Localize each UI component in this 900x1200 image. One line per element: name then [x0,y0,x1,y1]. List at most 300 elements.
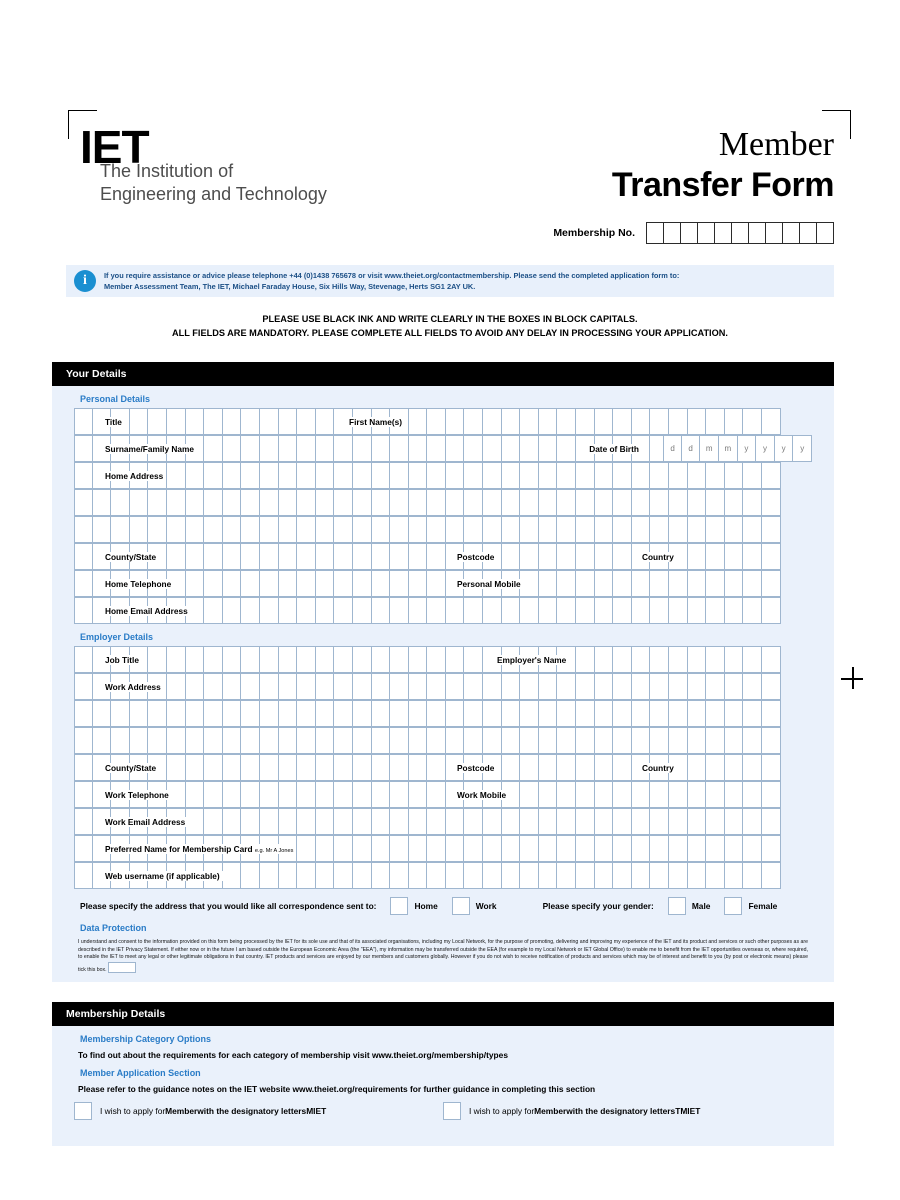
form-cell[interactable] [706,597,725,624]
form-cell[interactable] [483,808,502,835]
row-home-address-1[interactable] [74,462,812,489]
form-cell[interactable] [502,462,521,489]
form-cell[interactable] [148,646,167,673]
form-cell[interactable] [316,808,335,835]
form-cell[interactable] [427,754,446,781]
form-cell[interactable] [725,543,744,570]
form-cell[interactable] [390,646,409,673]
form-cell[interactable] [743,808,762,835]
form-cell[interactable] [576,489,595,516]
form-cell[interactable] [557,597,576,624]
form-cell[interactable] [279,646,298,673]
form-cell[interactable] [706,862,725,889]
form-cell[interactable] [409,408,428,435]
form-cell[interactable] [743,570,762,597]
row-work-address-1[interactable] [74,673,812,700]
form-cell[interactable] [279,597,298,624]
form-cell[interactable] [743,754,762,781]
checkbox-correspondence-home[interactable] [390,897,408,915]
form-cell[interactable] [502,597,521,624]
form-cell[interactable] [186,570,205,597]
form-cell[interactable] [669,862,688,889]
form-cell[interactable] [613,570,632,597]
form-cell[interactable] [632,516,651,543]
form-cell[interactable] [74,646,93,673]
form-cell[interactable] [725,754,744,781]
form-cell[interactable] [204,597,223,624]
form-cell[interactable] [595,570,614,597]
form-cell[interactable] [316,408,335,435]
form-cell[interactable] [632,570,651,597]
form-cell[interactable] [520,700,539,727]
form-cell[interactable] [743,646,762,673]
form-cell[interactable] [223,489,242,516]
form-cell[interactable] [204,408,223,435]
form-cell[interactable] [762,597,781,624]
form-cell[interactable] [297,862,316,889]
form-cell[interactable] [743,597,762,624]
form-cell[interactable] [297,700,316,727]
form-cell[interactable] [204,754,223,781]
form-cell[interactable] [372,489,391,516]
form-cell[interactable] [167,543,186,570]
form-cell[interactable] [390,462,409,489]
form-cell[interactable] [279,543,298,570]
form-cell[interactable] [316,673,335,700]
form-cell[interactable] [93,700,112,727]
form-cell[interactable] [688,516,707,543]
form-cell[interactable] [390,727,409,754]
checkbox-data-protection-optout[interactable] [108,962,136,973]
form-cell[interactable] [260,570,279,597]
form-cell[interactable] [706,700,725,727]
form-cell[interactable] [650,835,669,862]
form-cell[interactable] [167,673,186,700]
form-cell[interactable] [576,408,595,435]
form-cell[interactable] [372,727,391,754]
form-cell[interactable] [464,489,483,516]
membership-no-box[interactable] [800,222,817,244]
form-cell[interactable] [260,597,279,624]
form-cell[interactable] [74,754,93,781]
membership-no-box[interactable] [715,222,732,244]
form-cell[interactable] [223,673,242,700]
dob-cell[interactable]: y [775,435,794,462]
form-cell[interactable] [613,462,632,489]
form-cell[interactable] [279,435,298,462]
form-cell[interactable] [743,727,762,754]
form-cell[interactable] [334,673,353,700]
form-cell[interactable] [743,835,762,862]
dob-cell[interactable]: m [719,435,738,462]
form-cell[interactable] [297,435,316,462]
form-cell[interactable] [762,727,781,754]
form-cell[interactable] [372,435,391,462]
form-cell[interactable] [520,673,539,700]
form-cell[interactable] [539,781,558,808]
form-cell[interactable] [632,727,651,754]
form-cell[interactable] [427,489,446,516]
form-cell[interactable] [427,646,446,673]
form-cell[interactable] [725,835,744,862]
form-cell[interactable] [260,408,279,435]
form-cell[interactable] [595,781,614,808]
form-cell[interactable] [409,835,428,862]
form-cell[interactable] [706,754,725,781]
form-cell[interactable] [725,597,744,624]
form-cell[interactable] [223,862,242,889]
row-home-address-2[interactable] [74,489,812,516]
form-cell[interactable] [130,489,149,516]
form-cell[interactable] [688,673,707,700]
form-cell[interactable] [372,754,391,781]
form-cell[interactable] [186,408,205,435]
form-cell[interactable] [613,646,632,673]
form-cell[interactable] [688,808,707,835]
form-cell[interactable] [260,808,279,835]
form-cell[interactable] [204,543,223,570]
form-cell[interactable] [613,516,632,543]
form-cell[interactable] [334,516,353,543]
form-cell[interactable] [279,570,298,597]
form-cell[interactable] [241,646,260,673]
form-cell[interactable] [260,727,279,754]
form-cell[interactable] [353,543,372,570]
form-cell[interactable] [353,435,372,462]
form-cell[interactable] [446,462,465,489]
form-cell[interactable] [762,516,781,543]
form-cell[interactable] [576,646,595,673]
form-cell[interactable] [539,673,558,700]
form-cell[interactable] [650,673,669,700]
form-cell[interactable] [204,435,223,462]
form-cell[interactable] [334,435,353,462]
form-cell[interactable] [390,516,409,543]
form-cell[interactable] [520,862,539,889]
form-cell[interactable] [595,754,614,781]
form-cell[interactable] [148,408,167,435]
form-cell[interactable] [204,570,223,597]
row-work-telephone-mobile[interactable] [74,781,812,808]
form-cell[interactable] [650,489,669,516]
form-cell[interactable] [762,835,781,862]
form-cell[interactable] [223,543,242,570]
form-cell[interactable] [688,462,707,489]
form-cell[interactable] [260,646,279,673]
form-cell[interactable] [464,727,483,754]
form-cell[interactable] [669,781,688,808]
form-cell[interactable] [725,646,744,673]
form-cell[interactable] [520,462,539,489]
form-cell[interactable] [130,727,149,754]
form-cell[interactable] [223,462,242,489]
row-county-postcode-country-work[interactable] [74,754,812,781]
form-cell[interactable] [483,408,502,435]
form-cell[interactable] [743,516,762,543]
form-cell[interactable] [297,408,316,435]
form-cell[interactable] [390,700,409,727]
form-cell[interactable] [483,700,502,727]
form-cell[interactable] [743,862,762,889]
form-cell[interactable] [464,835,483,862]
form-cell[interactable] [464,516,483,543]
form-cell[interactable] [464,408,483,435]
form-cell[interactable] [502,727,521,754]
form-cell[interactable] [725,516,744,543]
form-cell[interactable] [353,781,372,808]
membership-no-box[interactable] [698,222,715,244]
form-cell[interactable] [297,570,316,597]
form-cell[interactable] [613,781,632,808]
form-cell[interactable] [334,727,353,754]
form-cell[interactable] [688,646,707,673]
form-cell[interactable] [464,673,483,700]
form-cell[interactable] [502,835,521,862]
form-cell[interactable] [223,808,242,835]
form-cell[interactable] [334,646,353,673]
form-cell[interactable] [762,543,781,570]
form-cell[interactable] [241,862,260,889]
form-cell[interactable] [762,862,781,889]
form-cell[interactable] [111,516,130,543]
form-cell[interactable] [595,489,614,516]
form-cell[interactable] [557,462,576,489]
form-cell[interactable] [260,489,279,516]
row-web-username[interactable] [74,862,812,889]
form-cell[interactable] [111,727,130,754]
form-cell[interactable] [316,543,335,570]
form-cell[interactable] [297,781,316,808]
form-cell[interactable] [316,700,335,727]
form-cell[interactable] [334,543,353,570]
form-cell[interactable] [520,516,539,543]
form-cell[interactable] [595,862,614,889]
form-cell[interactable] [204,700,223,727]
form-cell[interactable] [223,516,242,543]
form-cell[interactable] [353,597,372,624]
form-cell[interactable] [167,489,186,516]
form-cell[interactable] [557,570,576,597]
form-cell[interactable] [167,516,186,543]
form-cell[interactable] [576,462,595,489]
form-cell[interactable] [390,808,409,835]
form-cell[interactable] [595,597,614,624]
form-cell[interactable] [483,435,502,462]
checkbox-correspondence-work[interactable] [452,897,470,915]
form-cell[interactable] [632,646,651,673]
form-cell[interactable] [613,727,632,754]
form-cell[interactable] [334,808,353,835]
form-cell[interactable] [74,570,93,597]
form-cell[interactable] [297,646,316,673]
form-cell[interactable] [223,700,242,727]
form-cell[interactable] [316,646,335,673]
form-cell[interactable] [74,808,93,835]
form-cell[interactable] [539,570,558,597]
form-cell[interactable] [74,462,93,489]
membership-no-box[interactable] [749,222,766,244]
form-cell[interactable] [186,673,205,700]
form-cell[interactable] [74,435,93,462]
form-cell[interactable] [186,754,205,781]
form-cell[interactable] [279,781,298,808]
form-cell[interactable] [762,408,781,435]
form-cell[interactable] [706,543,725,570]
form-cell[interactable] [613,543,632,570]
form-cell[interactable] [595,516,614,543]
apply-option-miet[interactable] [74,1102,443,1120]
form-cell[interactable] [297,462,316,489]
form-cell[interactable] [595,808,614,835]
form-cell[interactable] [409,700,428,727]
form-cell[interactable] [334,570,353,597]
form-cell[interactable] [334,781,353,808]
form-cell[interactable] [650,408,669,435]
form-cell[interactable] [576,862,595,889]
form-cell[interactable] [669,646,688,673]
form-cell[interactable] [613,862,632,889]
form-cell[interactable] [688,781,707,808]
form-cell[interactable] [688,543,707,570]
form-cell[interactable] [539,489,558,516]
row-surname-dob[interactable] [74,435,812,462]
form-cell[interactable] [334,700,353,727]
form-cell[interactable] [650,808,669,835]
form-cell[interactable] [279,808,298,835]
form-cell[interactable] [372,570,391,597]
form-cell[interactable] [743,489,762,516]
form-cell[interactable] [613,700,632,727]
dob-boxes[interactable] [663,435,812,462]
form-cell[interactable] [427,543,446,570]
form-cell[interactable] [390,835,409,862]
form-cell[interactable] [297,808,316,835]
form-cell[interactable] [353,646,372,673]
form-cell[interactable] [557,781,576,808]
form-cell[interactable] [446,835,465,862]
form-cell[interactable] [223,646,242,673]
form-cell[interactable] [334,862,353,889]
form-cell[interactable] [427,408,446,435]
form-cell[interactable] [353,570,372,597]
form-cell[interactable] [539,808,558,835]
form-cell[interactable] [186,462,205,489]
form-cell[interactable] [204,516,223,543]
dob-cell[interactable]: d [682,435,701,462]
form-cell[interactable] [539,754,558,781]
form-cell[interactable] [297,489,316,516]
form-cell[interactable] [650,646,669,673]
form-cell[interactable] [688,597,707,624]
form-cell[interactable] [409,727,428,754]
form-cell[interactable] [688,570,707,597]
membership-no-box[interactable] [646,222,664,244]
form-cell[interactable] [167,408,186,435]
form-cell[interactable] [446,700,465,727]
form-cell[interactable] [557,489,576,516]
form-cell[interactable] [706,489,725,516]
form-cell[interactable] [632,462,651,489]
form-cell[interactable] [464,808,483,835]
form-cell[interactable] [148,700,167,727]
form-cell[interactable] [650,727,669,754]
form-cell[interactable] [427,808,446,835]
form-cell[interactable] [483,727,502,754]
form-cell[interactable] [539,435,558,462]
form-cell[interactable] [557,808,576,835]
form-cell[interactable] [446,408,465,435]
form-cell[interactable] [241,543,260,570]
form-cell[interactable] [334,462,353,489]
form-cell[interactable] [241,408,260,435]
form-cell[interactable] [576,781,595,808]
form-cell[interactable] [539,543,558,570]
form-cell[interactable] [427,781,446,808]
form-cell[interactable] [669,727,688,754]
form-cell[interactable] [241,700,260,727]
form-cell[interactable] [409,673,428,700]
form-cell[interactable] [613,673,632,700]
form-cell[interactable] [241,489,260,516]
form-cell[interactable] [595,700,614,727]
form-cell[interactable] [148,489,167,516]
form-cell[interactable] [93,727,112,754]
form-cell[interactable] [427,435,446,462]
form-cell[interactable] [446,808,465,835]
form-cell[interactable] [725,489,744,516]
form-cell[interactable] [520,597,539,624]
form-cell[interactable] [223,781,242,808]
form-cell[interactable] [483,462,502,489]
form-cell[interactable] [427,516,446,543]
form-cell[interactable] [539,727,558,754]
form-cell[interactable] [74,781,93,808]
form-cell[interactable] [669,516,688,543]
form-cell[interactable] [688,489,707,516]
form-cell[interactable] [372,862,391,889]
form-cell[interactable] [539,862,558,889]
form-cell[interactable] [167,754,186,781]
form-cell[interactable] [427,727,446,754]
form-cell[interactable] [372,781,391,808]
form-cell[interactable] [762,489,781,516]
form-cell[interactable] [204,646,223,673]
form-cell[interactable] [502,489,521,516]
form-cell[interactable] [576,543,595,570]
form-cell[interactable] [725,781,744,808]
form-cell[interactable] [297,727,316,754]
form-cell[interactable] [669,462,688,489]
form-cell[interactable] [316,597,335,624]
form-cell[interactable] [279,700,298,727]
form-cell[interactable] [613,808,632,835]
form-cell[interactable] [576,597,595,624]
form-cell[interactable] [167,727,186,754]
dob-cell[interactable]: d [663,435,682,462]
form-cell[interactable] [353,700,372,727]
form-cell[interactable] [725,462,744,489]
form-cell[interactable] [390,543,409,570]
form-cell[interactable] [502,543,521,570]
form-cell[interactable] [632,673,651,700]
form-cell[interactable] [279,516,298,543]
form-cell[interactable] [260,700,279,727]
form-cell[interactable] [204,489,223,516]
form-cell[interactable] [297,516,316,543]
row-title-firstnames[interactable] [74,408,812,435]
row-home-email[interactable] [74,597,812,624]
form-cell[interactable] [297,673,316,700]
